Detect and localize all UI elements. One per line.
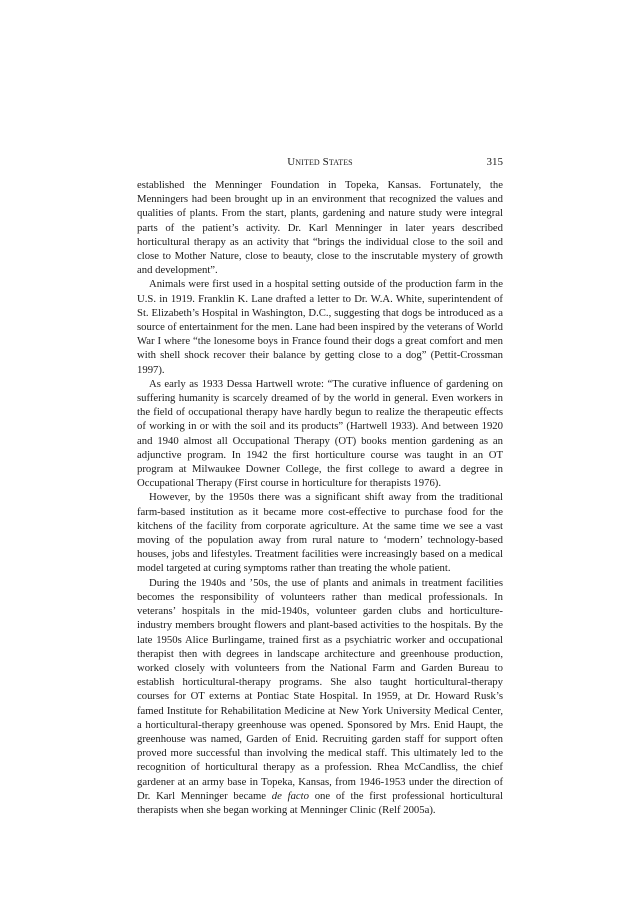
paragraph-volunteers	[137, 576, 503, 817]
page-header	[137, 154, 503, 170]
paragraph-animals: Animals were first used in a hospital setting outside of the production farm in the U.S. in 1919. Franklin K. Lane drafted a letter to Dr. W.A. White, superintendent of St. Elizabeth’s Hospital in Washington, D.C., suggesting that dogs be introduced as a source of entertainment for the men. Lane had been inspired by the veterans of World War I where “the lonesome boys in France found their dogs a great comfort and men with shell shock recover their balance by getting close to a dog” (Pettit-Crossman 1997).	[137, 278, 503, 376]
paragraph-1950s-shift: However, by the 1950s there was a significant shift away from the traditional farm-based institution as it became more cost-effective to purchase food for the kitchens of the facility from corporate agriculture. At the same time we see a vast moving of the population away from rural nature to ‘modern’ technology-based houses, jobs and lifestyles. Treatment facilities were increasingly based on a medical model targeted at curing symptoms rather than treating the whole patient.	[137, 491, 503, 575]
paragraph-continued: established the Menninger Foundation in Topeka, Kansas. Fortunately, the Menningers had been brought up in an environment that recognized the values and qualities of plants. From the start, plants, gardening and nature study were integral parts of the patient’s activity. Dr. Karl Menninger in later years described horticultural therapy as an activity that “brings the individual close to the soil and close to Mother Nature, close to beauty, close to the inscrutable mystery of growth and development”.	[137, 179, 503, 277]
italic-de-facto: de facto	[271, 789, 309, 802]
page-number: 315	[486, 156, 503, 168]
paragraph-volunteers-text: During the 1940s and ’50s, the use of plants and animals in treatment facilities becomes the responsibility of volunteers rather than medical professionals. In veterans’ hospitals in the mid-1940s, volunteer garden clubs and horticulture-industry members brought flowers and plant-based activities to the hospitals. By the late 1950s Alice Burlingame, trained first as a psychiatric worker and occupational therapist then with degrees in landscape architecture and greenhouse production, worked closely with volunteers from the National Farm and Garden Bureau to establish horticultural-therapy programs. She also taught horticultural-therapy courses for OT externs at Pontiac State Hospital. In 1959, at Dr. Howard Rusk’s famed Institute for Rehabilitation Medicine at New York University Medical Center, a horticultural-therapy greenhouse was opened. Sponsored by Mrs. Enid Haupt, the greenhouse was named, Garden of Enid. Recruiting garden staff for support often proved more successful than involving the medical staff. This ultimately led to the recognition of horticultural therapy as a profession. Rhea McCandliss, the chief gardener at an army base in Topeka, Kansas, from 1946-1953 under the direction of Dr. Karl Menninger became	[137, 576, 503, 802]
body-text	[137, 178, 503, 817]
paragraph-volunteers-end: one of the first professional horticultural therapists when she began working at Menninger Clinic (Relf 2005a).	[137, 789, 503, 816]
paragraph-hartwell: As early as 1933 Dessa Hartwell wrote: “The curative influence of gardening on suffering humanity is scarcely dreamed of by the world in general. Even workers in the field of occupational therapy have hardly begun to realize the therapeutic effects of working in or with the soil and its products” (Hartwell 1933). And between 1920 and 1940 almost all Occupational Therapy (OT) books mention gardening as an adjunctive program. In 1942 the first horticulture course was taught in an OT program at Milwaukee Downer College, the first college to award a degree in Occupational Therapy (First course in horticulture for therapists 1976).	[137, 377, 503, 490]
running-head: United States	[287, 156, 353, 168]
